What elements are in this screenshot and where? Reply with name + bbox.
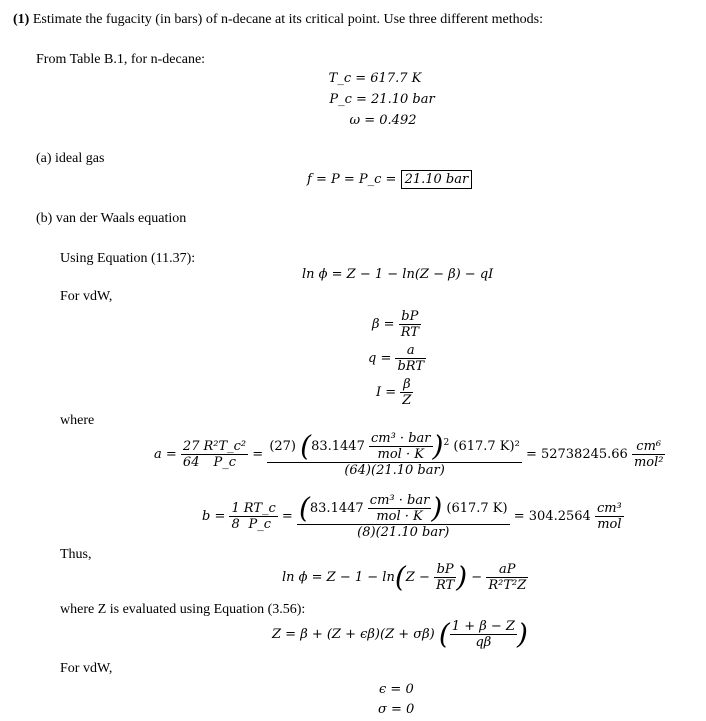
b-rtp-num: RT_c — [243, 501, 276, 516]
b-result: = 304.2564 — [513, 509, 591, 524]
z-frac-num: 1 + β − Z — [451, 619, 515, 634]
I-num: β — [403, 377, 411, 392]
lnphi-frac-num: aP — [499, 562, 516, 577]
beta-fraction — [399, 310, 421, 339]
b-result-units-num: cm³ — [596, 501, 622, 516]
z-lhs: Z = β + (Z + ϵβ)(Z + σβ) — [272, 627, 435, 642]
beta-den: RT — [400, 325, 419, 340]
b-coef-num: 1 — [231, 501, 240, 516]
a-units — [369, 432, 433, 461]
using-equation-text: Using Equation (11.37): — [60, 251, 196, 266]
ideal-gas-answer-box: 21.10 bar — [401, 170, 473, 189]
sigma-value: σ = 0 — [378, 702, 415, 717]
lnphi-lhs: ln ϕ = Z − 1 − ln — [282, 570, 395, 585]
ideal-gas-equation — [307, 173, 472, 186]
thus-text: Thus, — [60, 547, 92, 562]
b-units-den: mol · K — [368, 508, 432, 523]
b-rtp-den: P_c — [242, 516, 278, 531]
b-coef — [229, 502, 241, 531]
I-definition — [376, 378, 413, 407]
q-den: bRT — [397, 359, 425, 374]
a-result-units-den: mol² — [633, 455, 664, 470]
z-frac-den: qβ — [450, 634, 517, 649]
where-z-text: where Z is evaluated using Equation (3.56): — [60, 602, 306, 617]
b-units-num: cm³ · bar — [369, 493, 430, 508]
problem-header — [13, 13, 543, 27]
a-temp: (617.7 K)² — [453, 439, 520, 454]
lnphi-minus: − — [467, 570, 487, 585]
b-units — [368, 494, 432, 523]
lnphi-equation: ln ϕ = Z − 1 − ln(Z − $\frac{bP}{RT}$ ) − $\frac{aP}{\text{R²T²Z}}$ — [282, 560, 527, 594]
a-big-fraction — [267, 429, 521, 478]
a-r-value: 83.1447 — [311, 439, 365, 454]
for-vdw-1: For vdW, — [60, 289, 113, 304]
q-definition — [368, 344, 426, 373]
I-den: Z — [402, 393, 412, 408]
intro-text: From Table B.1, for n-decane: — [36, 52, 206, 67]
b-big-denominator: (8)(21.10 bar) — [297, 524, 510, 539]
lnphi-inner-num: bP — [436, 562, 454, 577]
a-equation: a = $\frac{27}{64}$ $\frac{\text{R²T\_c²}}{P\_c}$ = (27) (83.1447 $\frac{\text{cm³ · bar}}{\text{mol · K}}$ )$^2$ (617.7 K)² (64)(21.10 bar) = 52738245.66 $\frac{\text{cm⁶}}{\text{mol²}}$ — [154, 429, 664, 478]
q-num: a — [406, 343, 415, 358]
beta-num: bP — [401, 309, 419, 324]
beta-lhs: β = — [372, 317, 399, 332]
a-result-units — [632, 440, 666, 469]
z-frac — [450, 620, 517, 649]
epsilon-value: ϵ = 0 — [379, 682, 414, 697]
ideal-gas-lhs: f = P = P_c = — [307, 172, 401, 187]
b-temp: (617.7 K) — [446, 501, 508, 516]
problem-number: (1) — [13, 12, 30, 27]
part-b-label: (b) van der Waals equation — [36, 211, 187, 226]
z-equation: Z = β + (Z + ϵβ)(Z + σβ) ( $\frac{1 + \beta - Z}{q\beta}$ ) — [272, 617, 528, 651]
tc-value: T_c = 617.7 K — [328, 71, 422, 86]
b-big-numerator: (83.1447 $\frac{\text{cm³ · bar}}{\text{mol · K}}$ ) (617.7 K) — [298, 491, 508, 525]
q-lhs: q = — [368, 351, 396, 366]
b-equation: b = $\frac{1}{8}$ $\frac{RT\_c}{P\_c}$ = (83.1447 $\frac{\text{cm³ · bar}}{\text{mol · K}}$ ) (617.7 K) (8)(21.10 bar) = 304.2564 $\frac{\text{cm³}}{\text{mol}}$ — [202, 491, 622, 540]
a-result: = 52738245.66 — [525, 447, 628, 462]
I-fraction — [400, 378, 413, 407]
lnphi-frac — [486, 563, 528, 592]
lnphi-inner-left: Z − — [405, 570, 434, 585]
b-result-units-den: mol — [595, 516, 624, 531]
I-lhs: I = — [376, 385, 401, 400]
b-r-value: 83.1447 — [309, 501, 364, 516]
b-result-units — [595, 502, 624, 531]
a-big-denominator: (64)(21.10 bar) — [267, 462, 521, 477]
a-rtp-den: P_c — [201, 454, 248, 469]
a-units-den: mol · K — [369, 446, 433, 461]
a-coef-den: 64 — [182, 455, 200, 470]
omega-value: ω = 0.492 — [349, 113, 417, 128]
a-squared: 2 — [443, 438, 450, 448]
b-rtp — [242, 502, 278, 531]
a-units-num: cm³ · bar — [370, 431, 431, 446]
beta-definition — [372, 310, 421, 339]
part-a-label: (a) ideal gas — [36, 151, 105, 166]
problem-statement: Estimate the fugacity (in bars) of n-decane at its critical point. Use three different methods: — [32, 12, 544, 27]
a-coef-num: 27 — [182, 439, 200, 454]
a-rtp-num: R²T_c² — [203, 439, 247, 454]
a-result-units-num: cm⁶ — [636, 439, 662, 454]
a-27: (27) — [269, 439, 296, 454]
q-fraction — [395, 344, 426, 373]
for-vdw-2: For vdW, — [60, 661, 113, 676]
a-rtp — [201, 440, 248, 469]
a-lhs: a = — [154, 447, 181, 462]
pc-value: P_c = 21.10 bar — [329, 92, 435, 107]
lnphi-frac-den: R²T²Z — [488, 578, 527, 593]
where-text: where — [60, 413, 95, 428]
b-coef-den: 8 — [231, 517, 240, 532]
b-lhs: b = — [202, 509, 230, 524]
lnphi-inner-frac — [434, 563, 456, 592]
lnphi-inner-den: RT — [435, 578, 455, 593]
a-coef — [181, 440, 202, 469]
equation-11-37: ln ϕ = Z − 1 − ln(Z − β) − qI — [302, 267, 494, 282]
a-big-numerator: (27) (83.1447 $\frac{\text{cm³ · bar}}{\text{mol · K}}$ )$^2$ (617.7 K)² — [269, 429, 520, 463]
